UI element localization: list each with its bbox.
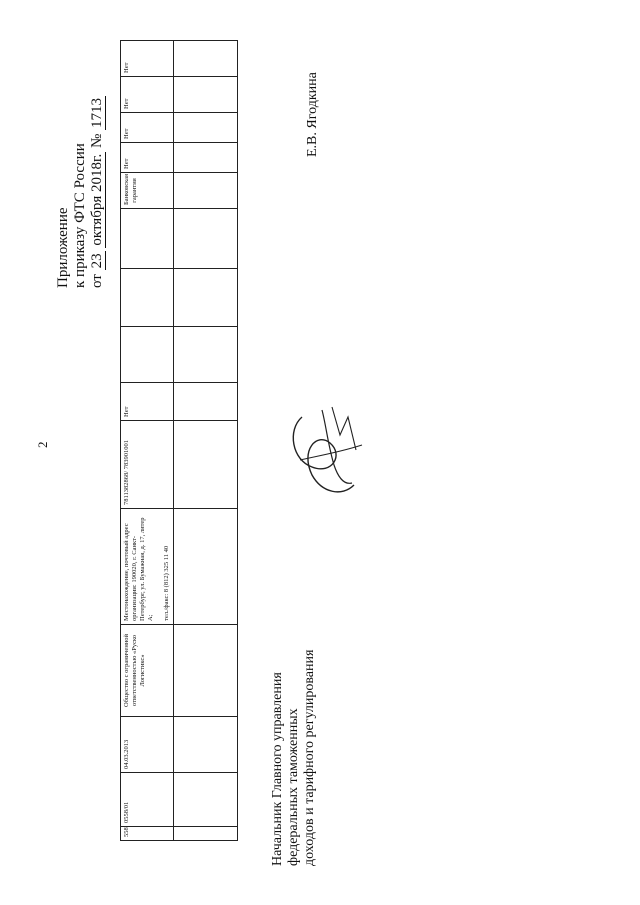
order-day: 23 <box>89 253 105 269</box>
cell-empty-3 <box>121 209 174 269</box>
cell-empty-1 <box>121 327 174 383</box>
cell-organization: Общество с ограниченной ответственностью «Руско Логистикс» <box>121 625 174 717</box>
phone-text: тел./факс: 8 (812) 325 11 40 <box>163 545 170 621</box>
appendix-title: Приложение <box>55 207 71 288</box>
signer-name: Е.В. Ягодкина <box>305 72 320 157</box>
address-text: Местонахождение, почтовый адрес организации: 190020, г. Санкт-Петербург, ул. Бумажная, д. 17, литер А; <box>123 517 154 621</box>
cell-address <box>121 509 174 625</box>
footer-title-line2: федеральных таможенных <box>286 708 301 866</box>
footer-title-line1: Начальник Главного управления <box>270 672 285 866</box>
cell-col8: Нет <box>121 383 174 421</box>
cell-guarantee: Банковская гарантия <box>121 173 174 209</box>
cell-empty-2 <box>121 269 174 327</box>
signature-icon <box>282 405 367 500</box>
number-sign: № <box>89 133 105 149</box>
date-prefix: от <box>89 274 105 288</box>
cell-date: 04.03.2013 <box>121 717 174 773</box>
order-number: 1713 <box>89 97 105 128</box>
order-month-year: октября 2018г. <box>89 153 105 246</box>
footer-title <box>270 650 318 866</box>
cell-inn: 7811382868/ 783901001 <box>121 421 174 509</box>
cell-code: 0558/01 <box>121 773 174 827</box>
appendix-date-line <box>89 96 106 288</box>
cell-col14: Нет <box>121 77 174 113</box>
footer-title-line3: доходов и тарифного регулирования <box>302 649 317 866</box>
cell-col12: Нет <box>121 143 174 173</box>
table-row-empty <box>174 41 238 841</box>
table-row <box>121 41 174 841</box>
cell-col13: Нет <box>121 113 174 143</box>
appendix-header <box>55 96 106 288</box>
registry-table <box>120 40 238 841</box>
appendix-order-ref: к приказу ФТС России <box>72 143 88 288</box>
page-number: 2 <box>35 441 50 448</box>
cell-col15: Нет <box>121 41 174 77</box>
cell-num: 558 <box>121 827 174 841</box>
